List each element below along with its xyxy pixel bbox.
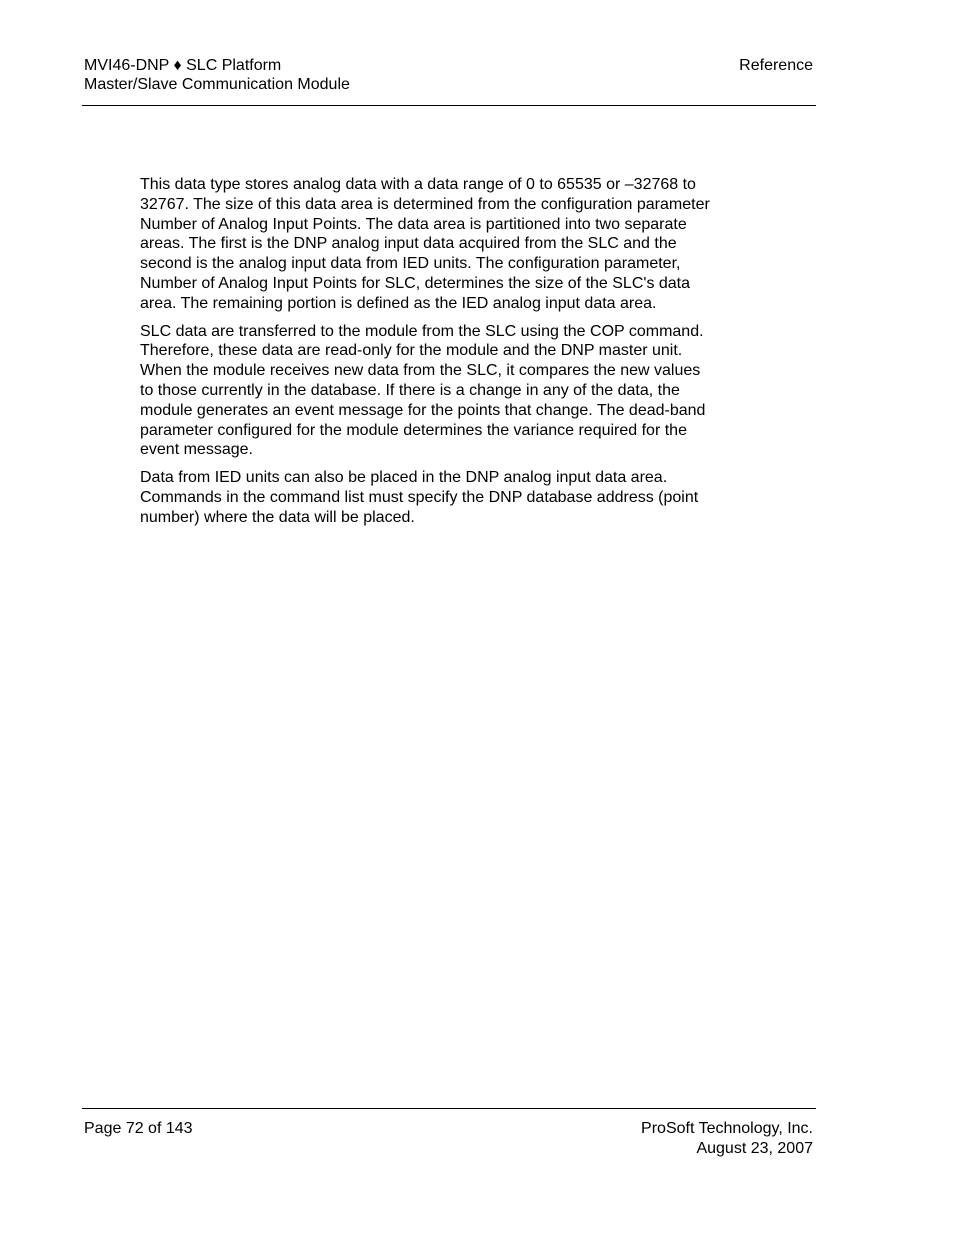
paragraph-ied-data: Data from IED units can also be placed in the DNP analog input data area. Commands in the command list must specify the DNP database address (point number) where the data will be placed. xyxy=(140,469,699,526)
header-divider xyxy=(82,105,816,106)
header-module-name: Master/Slave Communication Module xyxy=(84,76,350,93)
footer-right-block xyxy=(641,1119,813,1158)
header-section: Reference xyxy=(739,57,813,74)
body-text xyxy=(140,175,760,536)
paragraph-slc-data: SLC data are transferred to the module from the SLC using the COP command. Therefore, these data are read-only for the module and the DNP master unit. When the module receives new data from the SLC, it compares the new values to those currently in the database. If there is a change in any of the data, the module generates an event message for the points that change. The dead-band parameter configured for the module determines the variance required for the event message. xyxy=(140,322,706,459)
header-product-line: MVI46-DNP ♦ SLC Platform xyxy=(84,57,282,74)
footer-date: August 23, 2007 xyxy=(696,1139,813,1157)
page-number: Page 72 of 143 xyxy=(84,1120,193,1137)
footer-divider xyxy=(82,1108,816,1109)
footer-company: ProSoft Technology, Inc. xyxy=(641,1120,813,1137)
paragraph-data-type: This data type stores analog data with a data range of 0 to 65535 or –32768 to 32767. The size of this data area is determined from the configuration parameter Number of Analog Input Points. The data area is partitioned into two separate areas. The first is the DNP analog input data acquired from the SLC and the second is the analog input data from IED units. The configuration parameter, Number of Analog Input Points for SLC, determines the size of the SLC's data area. The remaining portion is defined as the IED analog input data area. xyxy=(140,176,710,312)
header-left-block xyxy=(84,56,350,94)
